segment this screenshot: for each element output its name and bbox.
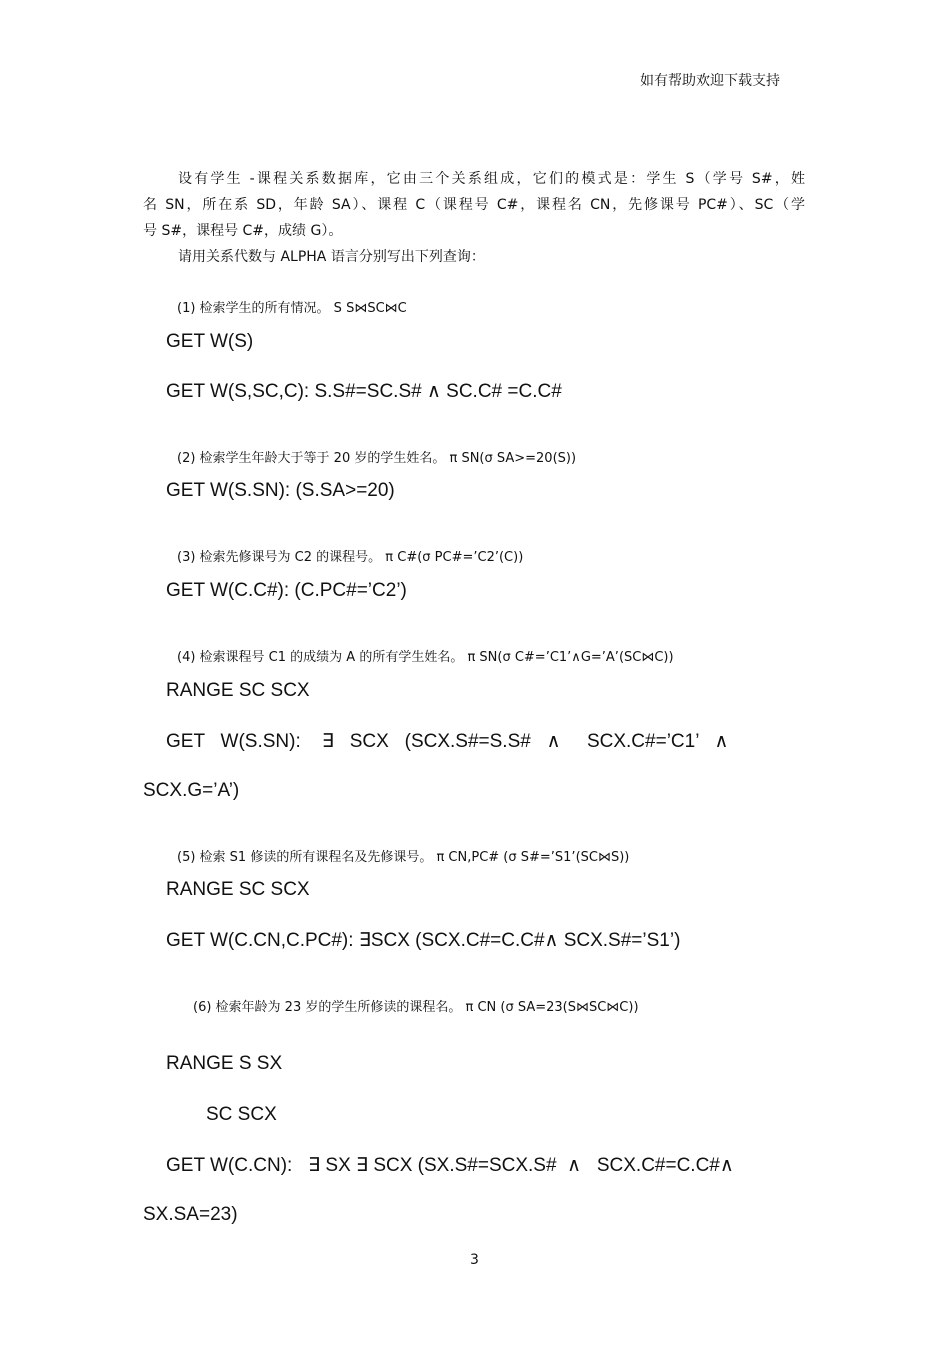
page-number: 3	[470, 1252, 479, 1268]
query-1-code-line: GET W(S)	[166, 331, 254, 352]
query-4-code-line: RANGE SC SCX	[166, 680, 310, 701]
query-4-code-line: GET W(S.SN): ∃ SCX (SCX.S#=S.S# ∧ SCX.C#=’C1’ ∧	[166, 731, 729, 752]
query-5-code-line: GET W(C.CN,C.PC#): ∃SCX (SCX.C#=C.C#∧ SCX.S#=’S1’)	[166, 930, 681, 951]
query-6-code-line: GET W(C.CN): ∃ SX ∃ SCX (SX.S#=SCX.S# ∧ SCX.C#=C.C#∧	[166, 1155, 734, 1176]
page-header: 如有帮助欢迎下载支持	[640, 73, 780, 89]
query-5-code-line: RANGE SC SCX	[166, 879, 310, 900]
query-5-question: (5) 检索 S1 修读的所有课程名及先修课号。 π CN,PC# (σ S#=’S1’(SC⋈S))	[177, 850, 630, 865]
intro-line: 名 SN，所在系 SD，年龄 SA）、课程 C（课程号 C#，课程名 CN，先修课号 PC#）、SC（学	[143, 197, 805, 213]
query-6-question: (6) 检索年龄为 23 岁的学生所修读的课程名。 π CN (σ SA=23(S⋈SC⋈C))	[193, 1000, 639, 1015]
query-4-question: (4) 检索课程号 C1 的成绩为 A 的所有学生姓名。 π SN(σ C#=’C1’∧G=’A’(SC⋈C))	[177, 650, 674, 665]
query-1-question: (1) 检索学生的所有情况。 S S⋈SC⋈C	[177, 301, 407, 316]
intro-line: 请用关系代数与 ALPHA 语言分别写出下列查询：	[178, 249, 485, 265]
query-3-code-line: GET W(C.C#): (C.PC#=’C2’)	[166, 580, 407, 601]
query-2-question: (2) 检索学生年龄大于等于 20 岁的学生姓名。 π SN(σ SA>=20(S))	[177, 451, 577, 466]
intro-paragraph	[143, 166, 805, 270]
query-1-code-line: GET W(S,SC,C): S.S#=SC.S# ∧ SC.C# =C.C#	[166, 381, 562, 402]
query-6-code-line: RANGE S SX	[166, 1053, 283, 1074]
intro-line: 号 S#，课程号 C#，成绩 G）。	[143, 223, 343, 239]
query-6-code-line: SC SCX	[206, 1104, 277, 1125]
query-6-code-line: SX.SA=23)	[143, 1204, 238, 1225]
intro-line: 设有学生 -课程关系数据库，它由三个关系组成，它们的模式是：学生 S（学号 S#，姓	[178, 171, 805, 187]
query-2-code-line: GET W(S.SN): (S.SA>=20)	[166, 480, 395, 501]
query-4-code-line: SCX.G=’A’)	[143, 780, 240, 801]
query-3-question: (3) 检索先修课号为 C2 的课程号。 π C#(σ PC#=’C2’(C))	[177, 550, 524, 565]
